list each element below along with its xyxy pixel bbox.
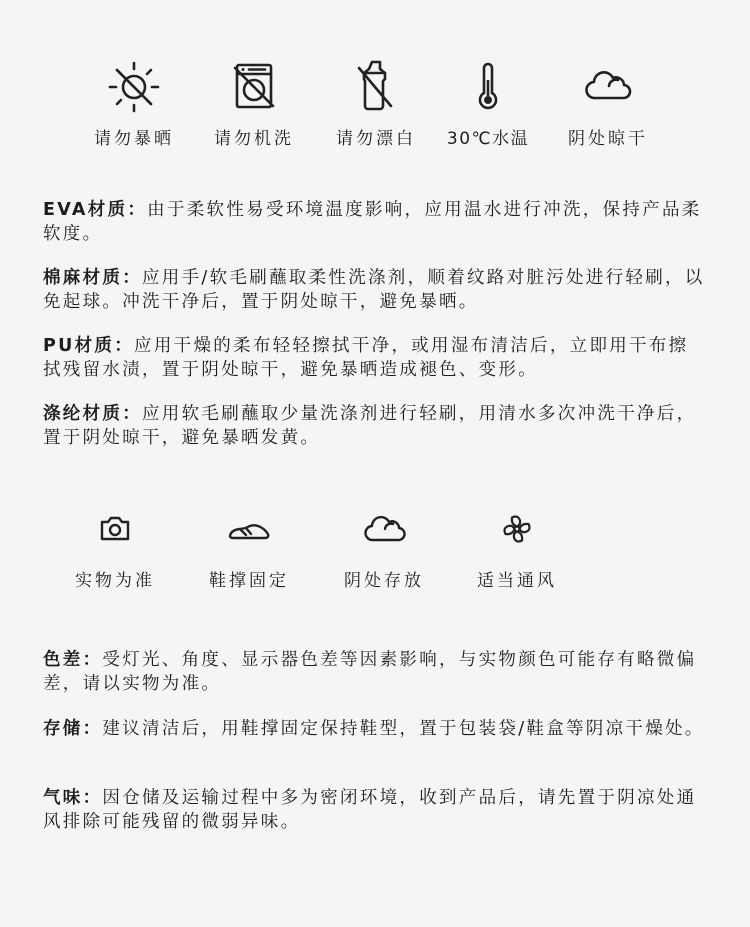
care-label: 请勿漂白 — [336, 129, 416, 149]
thermometer-icon — [440, 58, 536, 116]
care-item-water-temp — [440, 58, 536, 149]
material-pu — [43, 334, 708, 382]
tip-label: 实物为准 — [75, 571, 155, 591]
cloud-icon — [335, 500, 433, 558]
material-key: 棉麻材质： — [43, 268, 142, 288]
camera-icon — [66, 500, 164, 558]
care-label: 请勿暴晒 — [94, 129, 174, 149]
note-text: 建议清洁后，用鞋撑固定保持鞋型，置于包装袋/鞋盒等阴凉干燥处。 — [102, 719, 705, 739]
material-text: 由于柔软性易受环境温度影响，应用温水进行冲洗，保持产品柔软度。 — [43, 200, 702, 244]
material-cotton-linen — [43, 266, 708, 314]
tip-item-shoe-tree — [200, 500, 298, 591]
tip-label: 鞋撑固定 — [209, 571, 289, 591]
material-key: EVA材质： — [43, 200, 148, 220]
tip-item-shade-storage — [335, 500, 433, 591]
fan-icon — [468, 500, 566, 558]
material-text: 应用软毛刷蘸取少量洗涤剂进行轻刷，用清水多次冲洗干净后，置于阴处晾干，避免暴晒发黄。 — [43, 404, 697, 448]
material-key: PU材质： — [43, 336, 135, 356]
tip-label: 阴处存放 — [344, 571, 424, 591]
care-item-shade-dry — [560, 58, 656, 149]
care-item-no-sun — [86, 58, 182, 149]
note-key: 气味： — [43, 788, 103, 808]
note-color-difference — [43, 648, 708, 696]
care-label: 请勿机洗 — [214, 129, 294, 149]
no-bleach-icon — [328, 58, 424, 116]
material-text: 应用干燥的柔布轻轻擦拭干净，或用湿布清洁后，立即用干布擦拭残留水渍，置于阴处晾干，避免暴晒造成褪色、变形。 — [43, 336, 689, 380]
material-eva — [43, 198, 708, 246]
cloud-icon — [560, 58, 656, 116]
no-machine-wash-icon — [206, 58, 302, 116]
note-text: 因仓储及运输过程中多为密闭环境，收到产品后，请先置于阴凉处通风排除可能残留的微弱异味。 — [43, 788, 697, 832]
care-item-no-machine-wash — [206, 58, 302, 149]
tip-label: 适当通风 — [477, 571, 557, 591]
note-key: 存储： — [43, 719, 103, 739]
material-key: 涤纶材质： — [43, 404, 142, 424]
note-text: 受灯光、角度、显示器色差等因素影响，与实物颜色可能存有略微偏差，请以实物为准。 — [43, 650, 697, 694]
note-key: 色差： — [43, 650, 103, 670]
care-label: 阴处晾干 — [568, 129, 648, 149]
no-sun-icon — [86, 58, 182, 116]
shoe-tree-icon — [200, 500, 298, 558]
tip-item-ventilation — [468, 500, 566, 591]
note-storage — [43, 717, 708, 741]
care-label: 30℃水温 — [446, 129, 530, 149]
tip-item-real-product — [66, 500, 164, 591]
note-odor — [43, 786, 708, 834]
care-item-no-bleach — [328, 58, 424, 149]
material-text: 应用手/软毛刷蘸取柔性洗涤剂，顺着纹路对脏污处进行轻刷，以免起球。冲洗干净后，置于阴处晾干，避免暴晒。 — [43, 268, 705, 312]
material-polyester — [43, 402, 708, 450]
